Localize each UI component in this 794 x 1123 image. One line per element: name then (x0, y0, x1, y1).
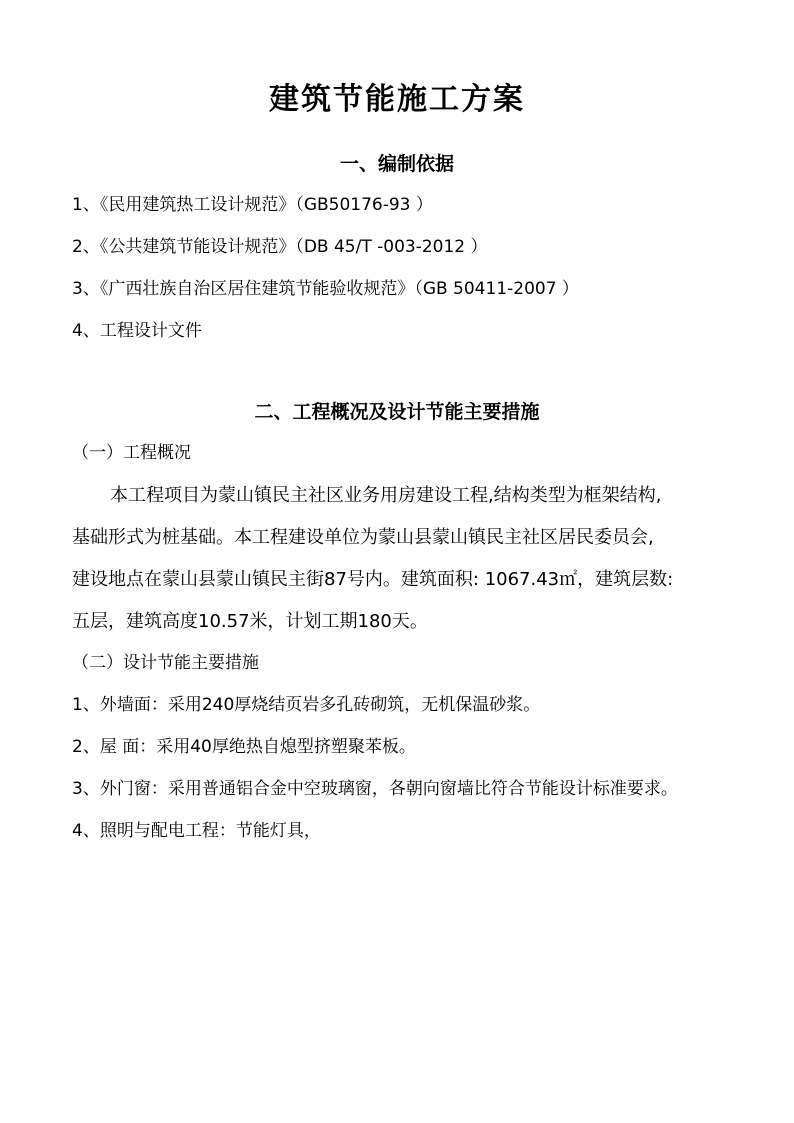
measure-item: 4、照明与配电工程：节能灯具， (72, 821, 321, 841)
overview-paragraph-line: 基础形式为桩基础。本工程建设单位为蒙山县蒙山镇民主社区居民委员会, (72, 527, 654, 548)
measure-item: 2、屋 面：采用40厚绝热自熄型挤塑聚苯板。 (72, 737, 416, 757)
subsection-heading-overview: （一）工程概况 (72, 443, 191, 463)
measure-item: 1、外墙面：采用240厚烧结页岩多孔砖砌筑，无机保温砂浆。 (72, 695, 541, 715)
overview-paragraph-line: 本工程项目为蒙山镇民主社区业务用房建设工程,结构类型为框架结构, (110, 485, 662, 506)
overview-paragraph-line: 五层，建筑高度10.57米，计划工期180天。 (72, 611, 428, 632)
document-title: 建筑节能施工方案 (269, 82, 525, 117)
basis-item: 4、工程设计文件 (72, 321, 202, 341)
basis-item: 3、《广西壮族自治区居住建筑节能验收规范》（GB 50411-2007 ） (72, 279, 579, 299)
basis-item: 2、《公共建筑节能设计规范》（DB 45/T -003-2012 ） (72, 237, 488, 257)
section-heading-basis: 一、编制依据 (339, 153, 454, 175)
overview-paragraph-line: 建设地点在蒙山县蒙山镇民主街87号内。建筑面积: 1067.43㎡，建筑层数: (72, 569, 674, 590)
subsection-heading-measures: （二）设计节能主要措施 (72, 653, 259, 673)
section-heading-overview: 二、工程概况及设计节能主要措施 (254, 401, 540, 423)
measure-item: 3、外门窗：采用普通铝合金中空玻璃窗，各朝向窗墙比符合节能设计标准要求。 (72, 779, 678, 799)
basis-item: 1、《民用建筑热工设计规范》（GB50176-93 ） (72, 195, 433, 215)
